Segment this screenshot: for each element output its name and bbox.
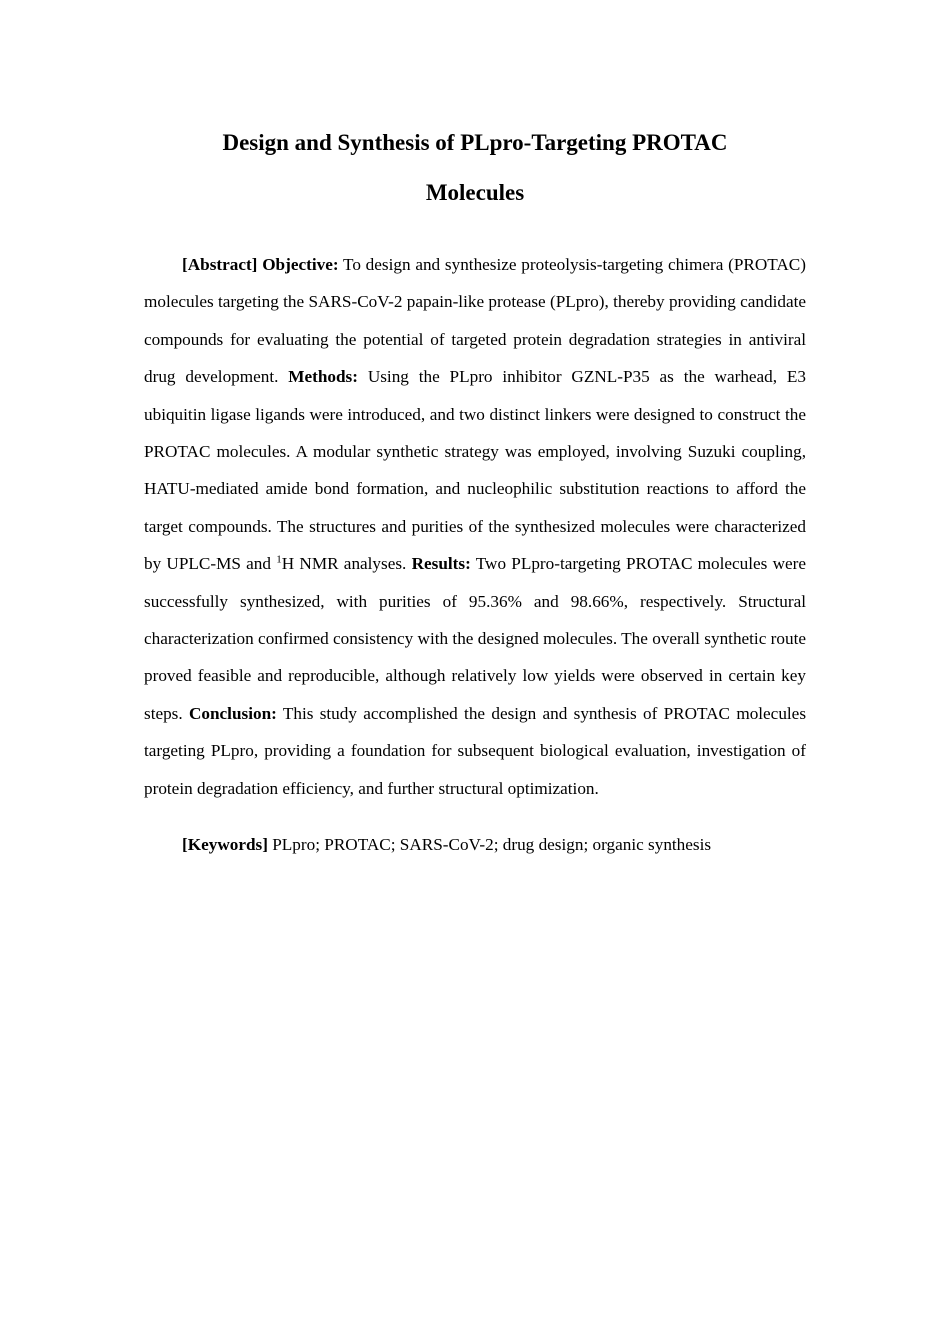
keywords-label: [Keywords] bbox=[182, 835, 268, 855]
nmr-superscript: 1 bbox=[276, 553, 282, 566]
title-line-2: Molecules bbox=[425, 180, 525, 205]
results-label: Results: bbox=[411, 554, 471, 574]
objective-label: Objective: bbox=[262, 255, 339, 274]
title-line-1: Design and Synthesis of PLpro-Targeting PROTAC bbox=[222, 130, 728, 155]
keywords-paragraph bbox=[144, 826, 806, 863]
paper-title bbox=[144, 118, 806, 218]
methods-text-end: H NMR analyses. bbox=[281, 554, 407, 574]
objective-text: To design and synthesize proteolysis-targeting chimera (PROTAC) molecules targeting the SARS-CoV-2 papain-like protease (PLpro), thereby providing candidate compounds for evaluating the potential of targeted protein degradation strategies in antiviral drug development. bbox=[144, 255, 806, 387]
abstract-label: [Abstract] bbox=[182, 255, 258, 274]
paper-page bbox=[144, 118, 806, 864]
methods-label: Methods: bbox=[288, 367, 358, 387]
abstract-paragraph bbox=[144, 246, 806, 807]
keywords-text: PLpro; PROTAC; SARS-CoV-2; drug design; organic synthesis bbox=[272, 835, 712, 855]
conclusion-label: Conclusion: bbox=[188, 703, 277, 723]
methods-text: Using the PLpro inhibitor GZNL-P35 as the warhead, E3 ubiquitin ligase ligands were introduced, and two distinct linkers were designed to construct the PROTAC molecules. A modular synthetic strategy was employed, involving Suzuki coupling, HATU-mediated amide bond formation, and nucleophilic substitution reactions to afford the target compounds. The structures and purities of the synthesized molecules were characterized by UPLC-MS and bbox=[144, 367, 806, 574]
results-text: Two PLpro-targeting PROTAC molecules were successfully synthesized, with purities of 95.36% and 98.66%, respectively. Structural characterization confirmed consistency with the designed molecules. The overall synthetic route proved feasible and reproducible, although relatively low yields were observed in certain key steps. bbox=[144, 554, 806, 723]
conclusion-text: This study accomplished the design and synthesis of PROTAC molecules targeting PLpro, providing a foundation for subsequent biological evaluation, investigation of protein degradation efficiency, and further structural optimization. bbox=[144, 703, 807, 798]
